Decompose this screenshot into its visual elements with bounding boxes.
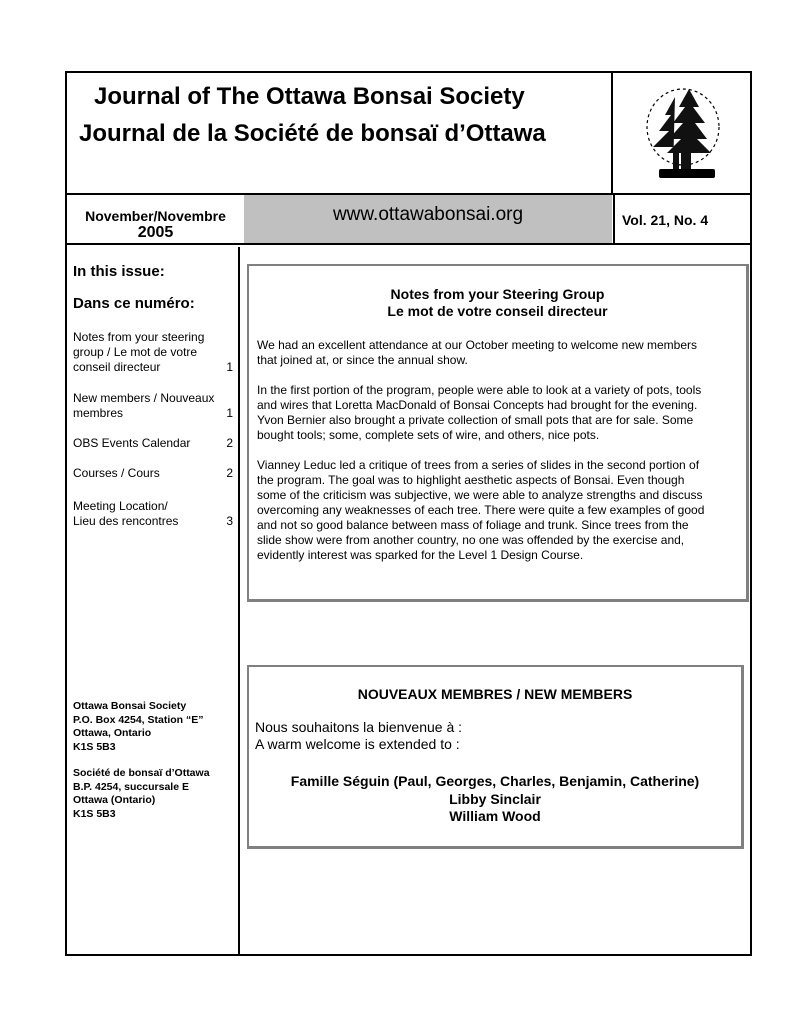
- new-members-article: [247, 665, 744, 849]
- logo-cell: [615, 73, 750, 193]
- toc-page-number: 2: [226, 466, 233, 480]
- text-line: and not so good balance between mass of foliage and trunk. Since trees from the: [257, 518, 689, 532]
- text-line: slide show were from another country, no one was offended by the exercise and,: [257, 533, 685, 547]
- address-line: K1S 5B3: [73, 740, 116, 753]
- toc-item-meeting-location[interactable]: [73, 499, 233, 529]
- toc-heading-english: In this issue:: [73, 263, 165, 280]
- text-line: evidently interest was sparked for the Level 1 Design Course.: [257, 548, 584, 562]
- volume-cell: [613, 195, 750, 243]
- address-line: Ottawa (Ontario): [73, 794, 156, 806]
- main-content: [242, 247, 750, 956]
- article-title: [249, 286, 746, 320]
- newsletter-page: [65, 71, 752, 956]
- article-paragraph: [257, 458, 747, 563]
- text-line: Vianney Leduc led a critique of trees from a series of slides in the second portion of: [257, 458, 700, 472]
- volume-number: Vol. 21, No. 4: [622, 212, 709, 228]
- issue-info-bar: [67, 195, 750, 245]
- toc-page-number: 3: [226, 514, 233, 528]
- bonsai-tree-logo-icon: [643, 85, 723, 180]
- toc-page-number: 1: [226, 360, 233, 374]
- steering-notes-article: [247, 264, 749, 602]
- text-line: and wires that Loretta MacDonald of Bonsai Concepts had brought for the evening.: [257, 398, 698, 412]
- text-line: the program. The goal was to highlight aesthetic aspects of Bonsai. Even though: [257, 473, 685, 487]
- text-line: bought tools; some, complete sets of wire, and others, nice pots.: [257, 428, 600, 442]
- new-member-list: [249, 773, 741, 826]
- toc-page-number: 2: [226, 436, 233, 450]
- welcome-french: Nous souhaitons la bienvenue à :: [255, 719, 463, 735]
- toc-item-text: membres: [73, 406, 124, 420]
- toc-item-text: Meeting Location/: [73, 499, 168, 513]
- toc-item-text: Lieu des rencontres: [73, 514, 179, 528]
- address-line: Ottawa Bonsai Society: [73, 700, 187, 712]
- masthead-titles: [67, 73, 613, 193]
- new-member-name: William Wood: [449, 808, 541, 824]
- address-line: P.O. Box 4254, Station “E”: [73, 713, 204, 726]
- article-paragraph: [257, 338, 747, 368]
- text-line: that joined at, or since the annual show.: [257, 353, 468, 367]
- issue-date: [67, 195, 244, 243]
- address-line: B.P. 4254, succursale E: [73, 780, 189, 793]
- text-line: We had an excellent attendance at our October meeting to welcome new members: [257, 338, 698, 352]
- toc-item-courses[interactable]: [73, 466, 233, 481]
- issue-month: November/Novembre: [85, 208, 226, 224]
- address-french: [73, 767, 210, 821]
- journal-title-french: Journal de la Société de bonsaï d’Ottawa: [79, 120, 546, 147]
- masthead: [67, 73, 750, 195]
- address-line: Société de bonsaï d’Ottawa: [73, 767, 210, 779]
- text-line: In the first portion of the program, people were able to look at a variety of pots, tools: [257, 383, 702, 397]
- toc-item-text: conseil directeur: [73, 360, 161, 374]
- new-member-name: Libby Sinclair: [449, 790, 541, 807]
- address-line: K1S 5B3: [73, 807, 116, 820]
- toc-item-new-members[interactable]: [73, 391, 233, 421]
- toc-item-text: Courses / Cours: [73, 466, 160, 480]
- website-link[interactable]: www.ottawabonsai.org: [332, 204, 524, 225]
- sidebar: [67, 247, 240, 956]
- toc-item-steering-notes[interactable]: [73, 330, 233, 375]
- article-title-english: Notes from your Steering Group: [390, 286, 605, 302]
- text-line: overcoming any weaknesses of each tree. There were quite a few examples of good: [257, 503, 705, 517]
- toc-item-text: New members / Nouveaux: [73, 391, 215, 405]
- website-cell: [244, 195, 612, 243]
- toc-heading-french: Dans ce numéro:: [73, 295, 195, 312]
- article-paragraph: [257, 383, 747, 443]
- address-english: [73, 700, 204, 754]
- new-members-title: NOUVEAUX MEMBRES / NEW MEMBERS: [357, 686, 633, 702]
- article-title-french: Le mot de votre conseil directeur: [387, 303, 608, 319]
- toc-item-text: group / Le mot de votre: [73, 345, 198, 359]
- journal-title-english: Journal of The Ottawa Bonsai Society: [94, 83, 525, 110]
- toc-item-events-calendar[interactable]: [73, 436, 233, 451]
- toc-item-text: OBS Events Calendar: [73, 436, 191, 450]
- new-member-name: Famille Séguin (Paul, Georges, Charles, Benjamin, Catherine): [290, 773, 700, 789]
- welcome-english: A warm welcome is extended to :: [255, 736, 460, 752]
- text-line: some of the criticism was subjective, we were able to analyze strengths and discuss: [257, 488, 703, 502]
- address-line: Ottawa, Ontario: [73, 727, 152, 739]
- toc-page-number: 1: [226, 406, 233, 420]
- issue-year: 2005: [137, 224, 174, 241]
- text-line: Yvon Bernier also brought a private collection of small pots that are for sale. Some: [257, 413, 694, 427]
- toc-item-text: Notes from your steering: [73, 330, 205, 344]
- welcome-message: [255, 719, 462, 753]
